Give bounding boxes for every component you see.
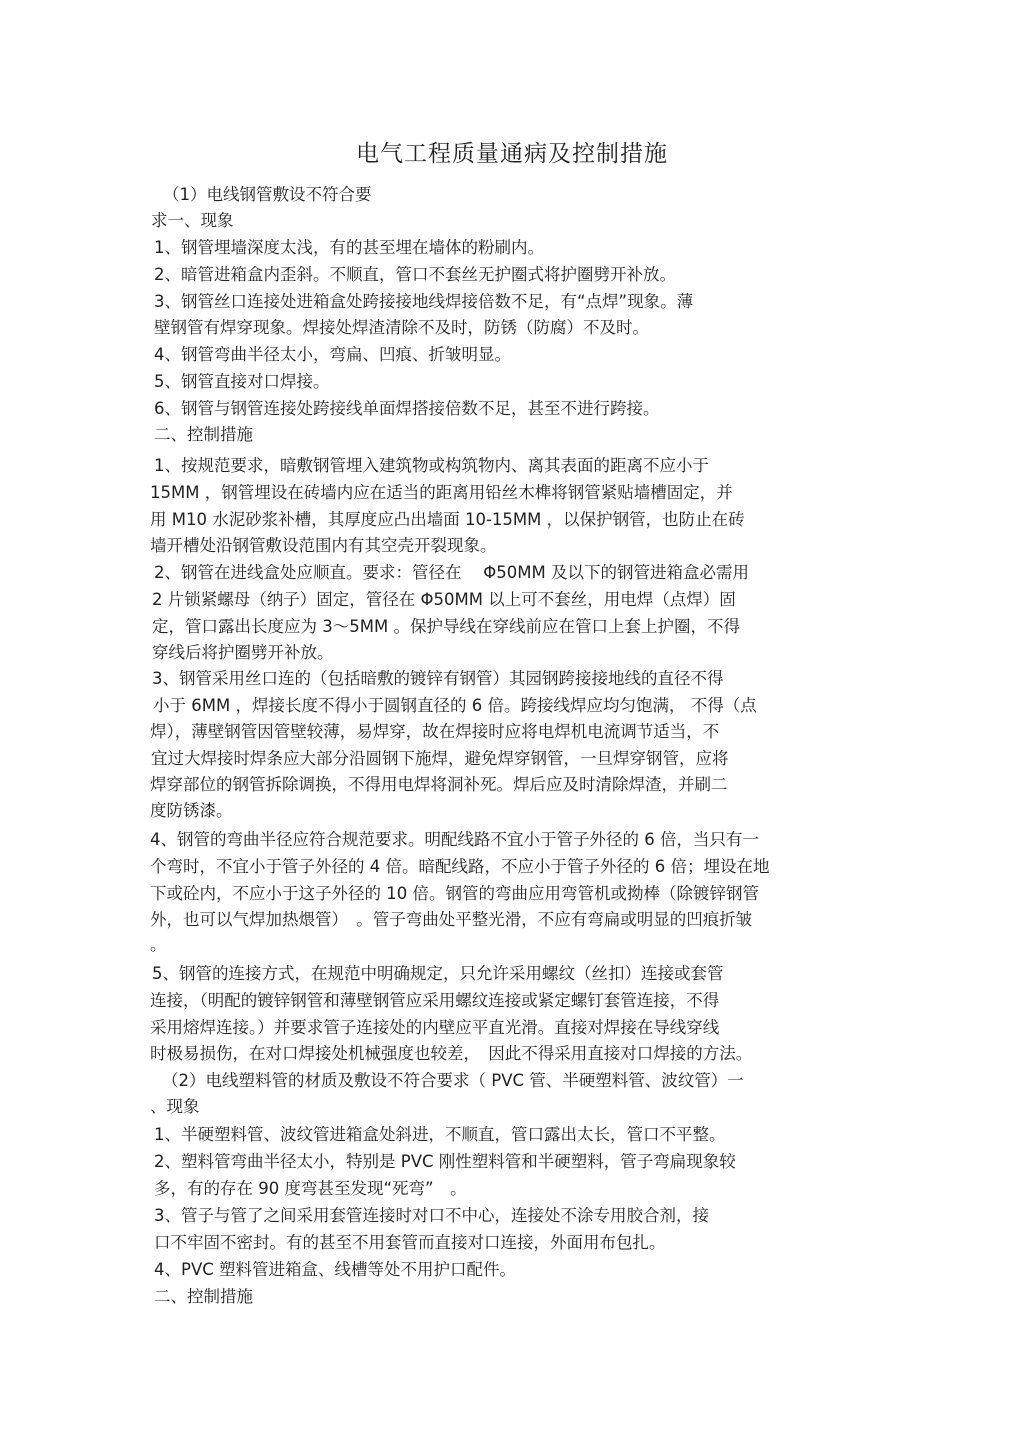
text-line: 3、管子与管了之间采用套管连接时对口不中心，连接处不涂专用胶合剂，接 <box>154 1206 709 1225</box>
text-line: 连接，（明配的镀锌钢管和薄壁钢管应采用螺纹连接或紧定螺钉套管连接，不得 <box>150 991 720 1010</box>
text-line: 壁钢管有焊穿现象。焊接处焊渣清除不及时，防锈（防腐）不及时。 <box>154 318 649 337</box>
section-heading: （2）电线塑料管的材质及敷设不符合要求（ PVC 管、半硬塑料管、波纹管）一 <box>162 1071 744 1090</box>
text-line: 墙开槽处沿钢管敷设范围内有其空壳开裂现象。 <box>150 536 497 555</box>
text-line: 多，有的存在 90 度弯甚至发现“死弯” 。 <box>154 1179 467 1198</box>
text-line: 求一、现象 <box>151 211 234 230</box>
text-line: 1、钢管埋墙深度太浅，有的甚至埋在墙体的粉刷内。 <box>154 238 544 257</box>
text-line: 穿线后将护圈劈开补放。 <box>152 643 334 662</box>
text-line: 2、塑料管弯曲半径太小，特别是 PVC 刚性塑料管和半硬塑料，管子弯扁现象较 <box>154 1152 736 1171</box>
text-line: 3、钢管采用丝口连的（包括暗敷的镀锌有钢管）其园钢跨接接地线的直径不得 <box>152 669 724 688</box>
text-line: 、现象 <box>150 1097 200 1116</box>
text-line: 度防锈漆。 <box>150 801 233 820</box>
text-line: 4、PVC 塑料管进箱盒、线槽等处不用护口配件。 <box>154 1260 517 1279</box>
document-title: 电气工程质量通病及控制措施 <box>356 141 668 167</box>
text-line: 4、钢管弯曲半径太小，弯扁、凹痕、折皱明显。 <box>154 345 511 364</box>
text-line: 用 M10 水泥砂浆补槽，其厚度应凸出墙面 10-15MM ，以保护钢管，也防止在砖 <box>150 510 745 529</box>
text-line: 下或砼内，不应小于这子外径的 10 倍。钢管的弯曲应用弯管机或拗棒（除镀锌钢管 <box>150 884 759 903</box>
text-line: 个弯时，不宜小于管子外径的 4 倍。暗配线路，不应小于管子外径的 6 倍；埋设在地 <box>150 857 770 876</box>
text-line: 5、钢管直接对口焊接。 <box>154 372 330 391</box>
text-line: 6、钢管与钢管连接处跨接线单面焊搭接倍数不足，甚至不进行跨接。 <box>154 399 660 418</box>
text-line: 外，也可以气焊加热煨管） 。管子弯曲处平整光滑，不应有弯扁或明显的凹痕折皱 <box>150 910 753 929</box>
text-line: 小于 6MM ，焊接长度不得小于圆钢直径的 6 倍。跨接线焊应均匀饱满， 不得（点 <box>153 696 757 715</box>
text-line: 2 片锁紧螺母（纳子）固定，管径在 Φ50MM 以上可不套丝，用电焊（点焊）固 <box>152 590 736 609</box>
text-line: 定，管口露出长度应为 3～5MM 。保护导线在穿线前应在管口上套上护圈，不得 <box>152 617 740 636</box>
section-heading: 二、控制措施 <box>154 1287 253 1306</box>
text-line: 2、暗管进箱盒内歪斜。不顺直，管口不套丝无护圈式将护圈劈开补放。 <box>154 265 676 284</box>
text-line: 3、钢管丝口连接处进箱盒处跨接接地线焊接倍数不足，有“点焊”现象。薄 <box>154 292 694 311</box>
text-line: 采用熔焊连接。）并要求管子连接处的内壁应平直光滑。直接对焊接在导线穿线 <box>150 1018 720 1037</box>
section-heading: 二、控制措施 <box>154 425 253 444</box>
text-line: 5、钢管的连接方式，在规范中明确规定，只允许采用螺纹（丝扣）连接或套管 <box>152 964 724 983</box>
text-line: 焊），薄壁钢管因管壁较薄，易焊穿，故在焊接时应将电焊机电流调节适当，不 <box>150 722 720 741</box>
text-line: 焊穿部位的钢管拆除调换，不得用电焊将洞补死。焊后应及时清除焊渣，并刷二 <box>150 775 728 794</box>
text-line: 时极易损伤，在对口焊接处机械强度也较差， 因此不得采用直接对口焊接的方法。 <box>150 1044 753 1063</box>
text-line: 。 <box>150 935 167 954</box>
text-line: （1）电线钢管敷设不符合要 <box>163 185 372 204</box>
text-line: 4、钢管的弯曲半径应符合规范要求。明配线路不宜小于管子外径的 6 倍，当只有一 <box>150 830 759 849</box>
text-line: 2、钢管在进线盒处应顺直。要求：管径在 Φ50MM 及以下的钢管进箱盒必需用 <box>154 563 749 582</box>
text-line: 1、半硬塑料管、波纹管进箱盒处斜进，不顺直，管口露出太长，管口不平整。 <box>154 1125 726 1144</box>
text-line: 1、按规范要求，暗敷钢管埋入建筑物或构筑物内、离其表面的距离不应小于 <box>154 456 709 475</box>
text-line: 15MM ，钢管埋设在砖墙内应在适当的距离用铅丝木榫将钢管紧贴墙槽固定，并 <box>150 483 733 502</box>
text-line: 口不牢固不密封。有的甚至不用套管而直接对口连接，外面用布包扎。 <box>154 1233 666 1252</box>
text-line: 宜过大焊接时焊条应大部分沿圆钢下施焊，避免焊穿钢管，一旦焊穿钢管，应将 <box>151 749 729 768</box>
